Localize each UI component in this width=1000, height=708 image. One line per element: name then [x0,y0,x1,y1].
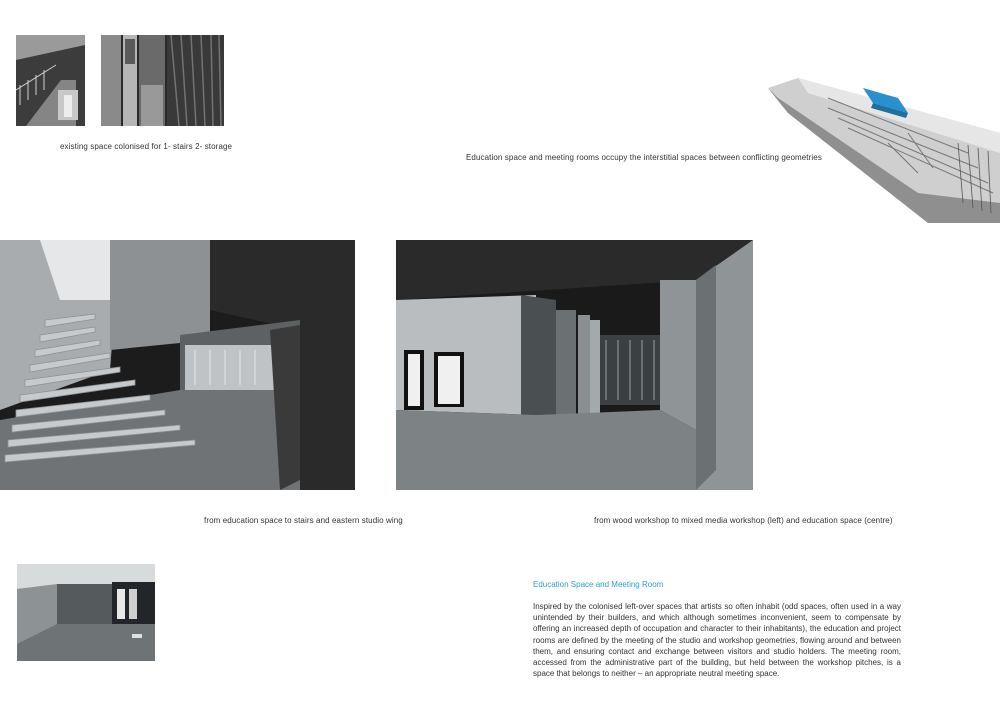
model-render [768,73,1000,223]
caption-education-space: Education space and meeting rooms occupy the interstitial spaces between conflicting geometries [466,153,822,162]
render-stairs-view [0,240,355,490]
section-heading: Education Space and Meeting Room [533,580,664,589]
photo-existing-stairs [16,35,85,126]
caption-stairs-view: from education space to stairs and eastern studio wing [204,516,403,525]
render-education-interior [17,564,155,661]
photo-storage [101,35,224,126]
section-paragraph: Inspired by the colonised left-over spaces that artists so often inhabit (odd spaces, often used in a way unintended by their builders, and which although sometimes inconvenient, seem to compensate by offering an increased depth of occupation and character to their inhabitants), the education and project rooms are defined by the meeting of the studio and workshop geometries, flowing around and between them, and ensuring contact and exchange between visitors and studio holders. The meeting room, accessed from the administrative part of the building, but held between the workshop pitches, is a space that belongs to neither – an appropriate neutral meeting space. [533,602,901,679]
render-workshop-view [396,240,753,490]
caption-existing-space: existing space colonised for 1- stairs 2- storage [60,142,233,151]
caption-workshop-view: from wood workshop to mixed media workshop (left) and education space (centre) [594,516,893,525]
